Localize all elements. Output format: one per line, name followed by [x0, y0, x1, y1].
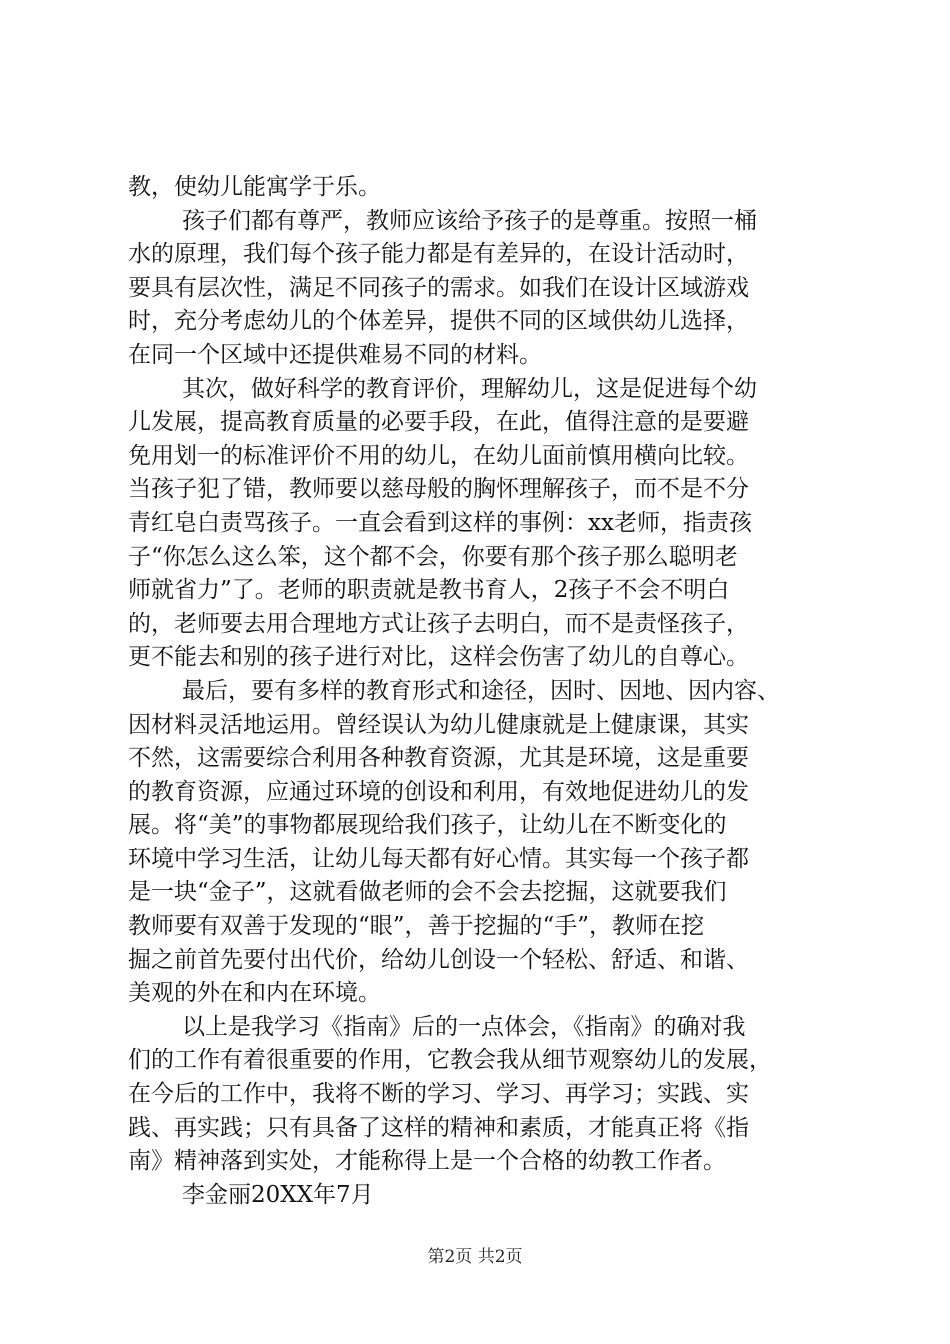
text-line: 子“你怎么这么笨，这个都不会，你要有那个孩子那么聪明老: [128, 543, 738, 570]
text-line: 们的工作有着很重要的作用，它教会我从细节观察幼儿的发展，: [128, 1047, 772, 1074]
text-line: 在今后的工作中，我将不断的学习、学习、再学习；实践、实: [128, 1081, 749, 1108]
text-line: 师就省力”了。老师的职责就是教书育人，2孩子不会不明白: [128, 577, 730, 604]
text-line: 美观的外在和内在环境。: [128, 980, 381, 1007]
text-line: 李金丽20XX年7月: [182, 1181, 374, 1208]
text-line: 以上是我学习《指南》后的一点体会，《指南》的确对我: [182, 1013, 746, 1040]
text-line: 水的原理，我们每个孩子能力都是有差异的，在设计活动时，: [128, 241, 749, 268]
text-line: 当孩子犯了错，教师要以慈母般的胸怀理解孩子，而不是不分: [128, 476, 749, 503]
text-line: 是一块“金子”，这就看做老师的会不会去挖掘，这就要我们: [128, 879, 727, 906]
text-line: 南》精神落到实处，才能称得上是一个合格的幼教工作者。: [128, 1148, 726, 1175]
text-line: 教，使幼儿能寓学于乐。: [128, 174, 381, 200]
text-line: 环境中学习生活，让幼儿每天都有好心情。其实每一个孩子都: [128, 845, 749, 872]
text-line: 展。将“美”的事物都展现给我们孩子，让幼儿在不断变化的: [128, 812, 727, 839]
text-line: 的，老师要去用合理地方式让孩子去明白，而不是责怪孩子，: [128, 610, 749, 637]
text-line: 的教育资源，应通过环境的创设和利用，有效地促进幼儿的发: [128, 778, 749, 805]
text-line: 免用划一的标准评价不用的幼儿，在幼儿面前慎用横向比较。: [128, 442, 749, 469]
text-line: 践、再实践；只有具备了这样的精神和素质，才能真正将《指: [128, 1114, 749, 1141]
text-line: 教师要有双善于发现的“眼”，善于挖掘的“手”，教师在挖: [128, 913, 705, 940]
text-line: 孩子们都有尊严，教师应该给予孩子的是尊重。按照一桶: [182, 207, 757, 234]
text-line: 更不能去和别的孩子进行对比，这样会伤害了幼儿的自尊心。: [128, 644, 749, 671]
page-number-footer: 第2页 共2页: [427, 1247, 523, 1267]
document-body: [128, 171, 828, 1212]
text-line: 掘之前首先要付出代价，给幼儿创设一个轻松、舒适、和谐、: [128, 946, 749, 973]
text-line: 不然，这需要综合利用各种教育资源，尤其是环境，这是重要: [128, 745, 749, 772]
text-line: 要具有层次性，满足不同孩子的需求。如我们在设计区域游戏: [128, 274, 749, 301]
text-line: 时，充分考虑幼儿的个体差异，提供不同的区域供幼儿选择，: [128, 308, 749, 335]
text-line: 在同一个区域中还提供难易不同的材料。: [128, 341, 542, 368]
text-line: 其次，做好科学的教育评价，理解幼儿，这是促进每个幼: [182, 375, 757, 402]
text-line: 最后，要有多样的教育形式和途径，因时、因地、因内容、: [182, 677, 780, 704]
text-line: 儿发展，提高教育质量的必要手段，在此，值得注意的是要避: [128, 409, 749, 436]
text-line: 因材料灵活地运用。曾经误认为幼儿健康就是上健康课，其实: [128, 711, 749, 738]
text-line: 青红皂白责骂孩子。一直会看到这样的事例：xx老师，指责孩: [128, 509, 752, 536]
